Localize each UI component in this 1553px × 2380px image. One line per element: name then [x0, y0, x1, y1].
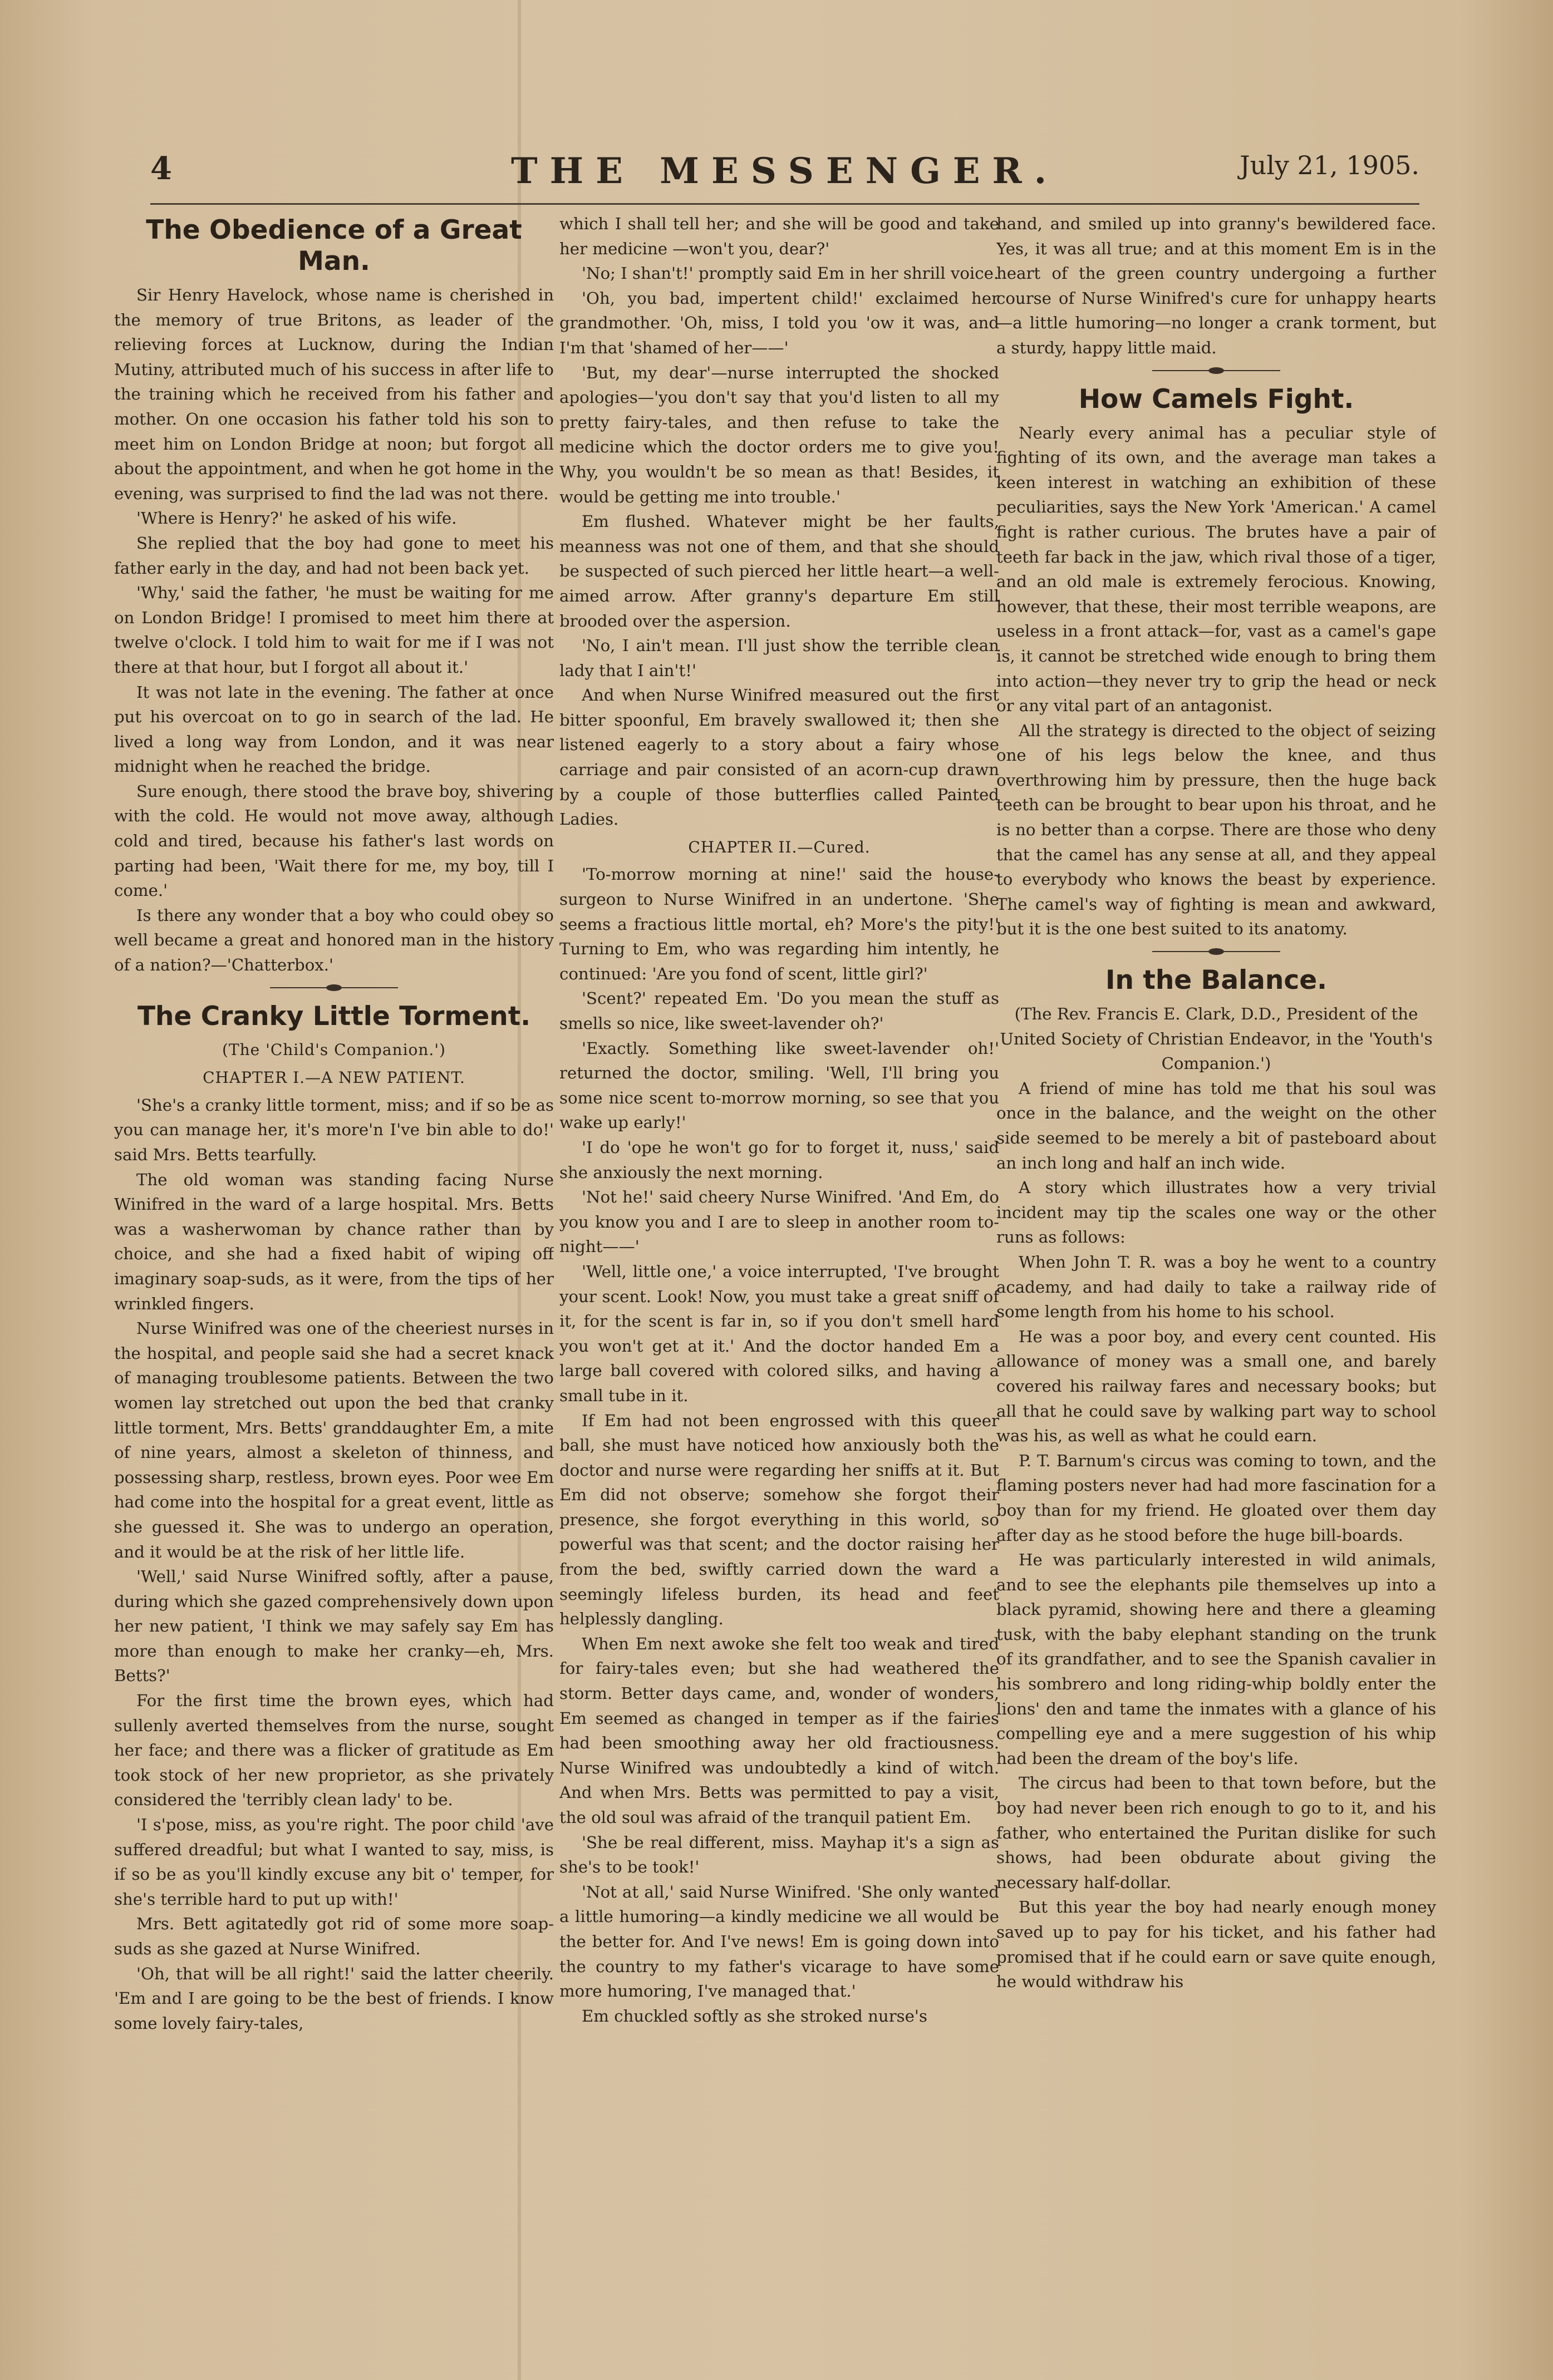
paragraph: For the first time the brown eyes, which had sullenly averted themselves from the nurse, sought her face; and there was a flicker of gratitude as Em took stock of her new proprietor, as she privately considered the 'terribly clean lady' to be. — [114, 1691, 554, 1810]
paragraph: 'Scent?' repeated Em. 'Do you mean the stuff as smells so nice, like sweet-lavender oh?' — [559, 989, 999, 1033]
paragraph: Nearly every animal has a peculiar style of fighting of its own, and the average man takes a keen interest in watching an exhibition of these peculiarities, says the New York 'American.' A camel fight is rather curious. The brutes have a pair of teeth far back in the jaw, which rival those of a tiger, and an old male is extremely ferocious. Knowing, however, that these, their most terrible weapons, are useless in a front attack—for, vast as a camel's gape is, it cannot be stretched wide enough to bring them into action—they never try to grip the head or neck or any vital part of an antagonist. — [996, 423, 1436, 716]
page-number: 4 — [150, 150, 172, 187]
paragraph: If Em had not been engrossed with this queer ball, she must have noticed how anxiously both the doctor and nurse were regarding her sniffs at it. But Em did not observe; somehow she forgot their presence, she forgot everything in this world, so powerful was that scent; and the doctor raising her from the bed, swiftly carried down the ward a seemingly lifeless burden, its head and feet helplessly dangling. — [559, 1411, 999, 1629]
paragraph: 'Well,' said Nurse Winifred softly, after a pause, during which she gazed comprehensively down upon her new patient, 'I think we may safely say Em has more than enough to make her cranky—eh, Mrs. Betts?' — [114, 1567, 554, 1686]
paragraph: Is there any wonder that a boy who could obey so well became a great and honored man in the history of a nation?—'Chatterbox.' — [114, 905, 554, 975]
paragraph: A story which illustrates how a very trivial incident may tip the scales one way or the other runs as follows: — [996, 1178, 1436, 1247]
paragraph: Em chuckled softly as she stroked nurse's — [582, 2006, 927, 2026]
paragraph: 'She be real different, miss. Mayhap it's a sign as she's to be took!' — [559, 1832, 999, 1877]
paragraph: He was particularly interested in wild animals, and to see the elephants pile themselves up into a black pyramid, showing here and there a gleaming tusk, with the baby elephant standing on the trunk of its grandfather, and to see the Spanish cavalier in his sombrero and long riding-whip boldly enter the lions' den and tame the inmates with a glance of his compelling eye and a mere suggestion of his whip had been the dream of the boy's life. — [996, 1550, 1436, 1768]
column-1 — [114, 211, 554, 2348]
section-divider — [1152, 365, 1280, 376]
paragraph: which I shall tell her; and she will be good and take her medicine —won't you, dear?' — [559, 214, 999, 258]
paragraph: 'I s'pose, miss, as you're right. The poor child 'ave suffered dreadful; but what I wanted to say, miss, is if so be as you'll kindly excuse any bit o' temper, for she's terrible hard to put up with!' — [114, 1815, 554, 1909]
paragraph: 'Not at all,' said Nurse Winifred. 'She only wanted a little humoring—a kindly medicine we all would be the better for. And I've news! Em is going down into the country to my father's vicarage to have some more humoring, I've managed that.' — [559, 1882, 999, 2001]
article-title: The Cranky Little Torment. — [137, 1001, 531, 1032]
paragraph: 'Where is Henry?' he asked of his wife. — [136, 509, 457, 528]
article-body — [996, 211, 1436, 361]
paragraph: When Em next awoke she felt too weak and tired for fairy-tales even; but she had weathered the storm. Better days came, and, wonder of wonders, Em seemed as changed in temper as if the fairies had been smoothing away her old fractiousness. Nurse Winifred was undoubtedly a kind of witch. And when Mrs. Betts was permitted to pay a visit, the old soul was afraid of the tranquil patient Em. — [559, 1634, 999, 1827]
paragraph: 'No, I ain't mean. I'll just show the terrible clean lady that I ain't!' — [559, 636, 999, 680]
paragraph: All the strategy is directed to the object of seizing one of his legs below the knee, and thus overthrowing him by pressure, then the huge back teeth can be brought to bear upon his throat, and he is no better than a corpse. There are those who deny that the camel has any sense at all, and they appeal to everybody who knows the beast by experience. The camel's way of fighting is mean and awkward, but it is the one best suited to its anatomy. — [996, 721, 1436, 939]
masthead — [150, 150, 1419, 200]
article-body — [996, 1076, 1436, 1994]
paragraph: hand, and smiled up into granny's bewildered face. Yes, it was all true; and at this moment Em is in the heart of the green country undergoing a further course of Nurse Winifred's cure for unhappy hearts—a little humoring—no longer a crank torment, but a sturdy, happy little maid. — [996, 214, 1436, 357]
paragraph: 'No; I shan't!' promptly said Em in her shrill voice. — [582, 264, 999, 283]
section-divider — [270, 982, 398, 993]
paragraph: 'To-morrow morning at nine!' said the house-surgeon to Nurse Winifred in an undertone. 'She seems a fractious little mortal, eh? More's the pity!' Turning to Em, who was regarding him intently, he continued: 'Are you fond of scent, little girl?' — [559, 865, 999, 983]
paper-title: THE MESSENGER. — [511, 150, 1059, 192]
article-body — [114, 283, 554, 978]
header-rule — [150, 203, 1419, 205]
paragraph: Em flushed. Whatever might be her faults, meanness was not one of them, and that she should be suspected of such pierced her little heart—a well-aimed arrow. After granny's departure Em still brooded over the aspersion. — [559, 512, 999, 630]
paragraph: The circus had been to that town before, but the boy had never been rich enough to go to it, and his father, who entertained the Puritan dislike for such shows, had been obdurate about giving the necessary half-dollar. — [996, 1773, 1436, 1892]
issue-date: July 21, 1905. — [1240, 150, 1419, 180]
paragraph: Nurse Winifred was one of the cheeriest nurses in the hospital, and people said she had a secret knack of managing troublesome patients. Between the two women lay stretched out upon the bed that cranky little torment, Mrs. Betts' granddaughter Em, a mite of nine years, almost a skeleton of thinness, and possessing sharp, restless, brown eyes. Poor wee Em had come into the hospital for a great event, little as she guessed it. She was to undergo an operation, and it would be at the risk of her little life. — [114, 1319, 554, 1561]
paragraph: 'I do 'ope he won't go for to forget it, nuss,' said she anxiously the next morning. — [559, 1137, 999, 1182]
paragraph: 'Why,' said the father, 'he must be waiting for me on London Bridge! I promised to meet him there at twelve o'clock. I told him to wait for me if I was not there at that hour, but I forgot all about it.' — [114, 583, 554, 677]
paragraph: And when Nurse Winifred measured out the first bitter spoonful, Em bravely swallowed it; then she listened eagerly to a story about a fairy whose carriage and pair consisted of an acorn-cup drawn by a couple of those butterflies called Painted Ladies. — [559, 686, 999, 829]
article-title: How Camels Fight. — [1078, 383, 1354, 415]
article-source: (The 'Child's Companion.') — [222, 1040, 446, 1059]
column-3 — [996, 211, 1436, 2348]
article-title: In the Balance. — [1105, 965, 1327, 996]
paragraph: A friend of mine has told me that his soul was once in the balance, and the weight on the other side seemed to be merely a bit of pasteboard about an inch long and half an inch wide. — [996, 1078, 1436, 1172]
article-body — [559, 862, 999, 2028]
article-body — [996, 421, 1436, 942]
paragraph: But this year the boy had nearly enough money saved up to pay for his ticket, and his father had promised that if he could earn or save quite enough, he would withdraw his — [996, 1898, 1436, 1992]
section-divider — [1152, 946, 1280, 957]
column-2 — [559, 211, 999, 2348]
paragraph: The old woman was standing facing Nurse Winifred in the ward of a large hospital. Mrs. Betts was a washerwoman by chance rather than by choice, and she had a fixed habit of wiping off imaginary soap-suds, as it were, from the tips of her wrinkled fingers. — [114, 1170, 554, 1313]
paragraph: She replied that the boy had gone to meet his father early in the day, and had not been back yet. — [114, 533, 554, 578]
paragraph: Sure enough, there stood the brave boy, shivering with the cold. He would not move away, although cold and tired, because his father's last words on parting had been, 'Wait there for me, my boy, till I come.' — [114, 781, 554, 900]
article-title: The Obedience of a Great Man. — [146, 215, 522, 277]
paragraph: 'Exactly. Something like sweet-lavender oh!' returned the doctor, smiling. 'Well, I'll bring you some nice scent to-morrow morning, so see that you wake up early!' — [559, 1038, 999, 1132]
paragraph: 'Oh, that will be all right!' said the latter cheerily. 'Em and I are going to be the best of friends. I know some lovely fairy-tales, — [114, 1964, 554, 2033]
paragraph: When John T. R. was a boy he went to a country academy, and had daily to take a railway ride of some length from his home to his school. — [996, 1252, 1436, 1322]
paragraph: 'She's a cranky little torment, miss; and if so be as you can manage her, it's more'n I've bin able to do!' said Mrs. Betts tearfully. — [114, 1095, 554, 1164]
paragraph: He was a poor boy, and every cent counted. His allowance of money was a small one, and barely covered his railway fares and necessary books; but all that he could save by walking part way to school was his, as well as what he could earn. — [996, 1327, 1436, 1446]
article-byline: (The Rev. Francis E. Clark, D.D., President of the United Society of Christian Endeavor, in the 'Youth's Companion.') — [1000, 1004, 1433, 1073]
paragraph: It was not late in the evening. The father at once put his overcoat on to go in search of the lad. He lived a long way from London, and it was near midnight when he reached the bridge. — [114, 682, 554, 776]
paragraph: Sir Henry Havelock, whose name is cherished in the memory of true Britons, as leader of the relieving forces at Lucknow, during the Indian Mutiny, attributed much of his success in after life to the training which he received from his father and mother. On one occasion his father told his son to meet him on London Bridge at noon; but forgot all about the appointment, and when he got home in the evening, was surprised to find the lad was not there. — [114, 285, 554, 503]
chapter-heading: CHAPTER I.—A NEW PATIENT. — [203, 1068, 465, 1087]
article-body — [559, 211, 999, 832]
paragraph: 'But, my dear'—nurse interrupted the shocked apologies—'you don't say that you'd listen to all my pretty fairy-tales, and then refuse to take the medicine which the doctor orders me to give you! Why, you wouldn't be so mean as that! Besides, it would be getting me into trouble.' — [559, 363, 999, 506]
paragraph: 'Not he!' said cheery Nurse Winifred. 'And Em, do you know you and I are to sleep in another room to-night——' — [559, 1187, 999, 1256]
paragraph: 'Well, little one,' a voice interrupted, 'I've brought your scent. Look! Now, you must take a great sniff of it, for the scent is far in, so if you don't smell hard you won't get at it.' And the doctor handed Em a large ball covered with colored silks, and having a small tube in it. — [559, 1262, 999, 1405]
paragraph: 'Oh, you bad, impertent child!' exclaimed her grandmother. 'Oh, miss, I told you 'ow it was, and I'm that 'shamed of her——' — [559, 288, 999, 357]
paragraph: Mrs. Bett agitatedly got rid of some more soap-suds as she gazed at Nurse Winifred. — [114, 1914, 554, 1958]
chapter-heading: CHAPTER II.—Cured. — [688, 837, 871, 856]
article-body — [114, 1093, 554, 2036]
paragraph: P. T. Barnum's circus was coming to town, and the flaming posters never had had more fascination for a boy than for my friend. He gloated over them day after day as he stood before the huge bill-boards. — [996, 1451, 1436, 1545]
